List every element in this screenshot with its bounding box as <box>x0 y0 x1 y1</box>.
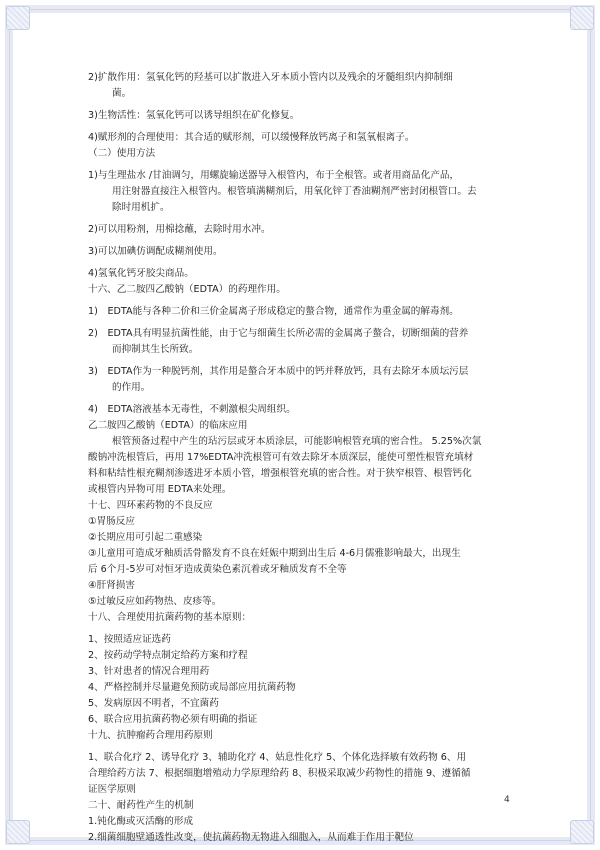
text-line: 根管预备过程中产生的玷污层或牙本质涂层，可能影响根管充填的密合性。 5.25%次氯 <box>112 436 482 447</box>
text-line: 3) EDTA作为一种脱钙剂，其作用是螯合牙本质中的钙并释放钙，具有去除牙本质坛污层 <box>88 366 469 377</box>
corner-ornament <box>6 6 30 30</box>
section-heading: 十九、抗肿瘤药合理用药原则 <box>88 730 213 741</box>
text-line: ⑤过敏反应如药物热、皮疹等。 <box>88 596 222 607</box>
text-line: 2) EDTA具有明显抗菌性能，由于它与细菌生长所必需的金属离子螯合，切断细菌的营养 <box>88 328 469 339</box>
section-heading: （二）使用方法 <box>88 148 156 159</box>
text-line: 5、发病原因不明者，不宜菌药 <box>88 698 219 709</box>
corner-ornament <box>6 820 30 844</box>
text-line: 4)赋形剂的合理使用：其合适的赋形剂，可以缓慢释放钙离子和氢氧根离子。 <box>88 132 415 143</box>
text-line: 1.钝化酶或灭活酶的形成 <box>88 816 194 827</box>
text-line: 菌。 <box>112 88 132 99</box>
text-line: 1)与生理盐水 /甘油调匀，用螺旋输送器导入根管内，布于全根管。或者用商品化产品， <box>88 170 460 181</box>
text-line: 2.细菌细胞壁通透性改变，使抗菌药物无物进入细胞入，从而难于作用于靶位 <box>88 832 414 843</box>
text-line: 6、联合应用抗菌药物必须有明确的指证 <box>88 714 258 725</box>
text-line: 的作用。 <box>112 382 151 393</box>
text-line: ②长期应用可引起二重感染 <box>88 532 203 543</box>
text-line: ①胃肠反应 <box>88 516 135 527</box>
text-line: 3)可以加碘仿调配成糊剂使用。 <box>88 246 223 257</box>
text-line: 2)可以用粉剂，用棉捻蘸，去除时用水冲。 <box>88 224 271 235</box>
text-line: 4、严格控制并尽量避免预防或局部应用抗菌药物 <box>88 682 296 693</box>
text-line: 除时用机扩。 <box>112 202 170 213</box>
text-line: 1、联合化疗 2、诱导化疗 3、辅助化疗 4、姑息性化疗 5、个体化选择敏有效药物 6、用 <box>88 752 467 763</box>
section-heading: 乙二胺四乙酸钠（EDTA）的临床应用 <box>88 420 248 431</box>
text-line: 合理给药方法 7、根据细胞增殖动力学原理给药 8、积极采取减少药物性的措施 9、遵循循 <box>88 768 471 779</box>
text-line: 3)生物活性：氢氧化钙可以诱导组织在矿化修复。 <box>88 110 300 121</box>
text-line: 1、按照适应证选药 <box>88 634 171 645</box>
corner-ornament <box>570 820 594 844</box>
text-line: 料和粘结性根充糊剂渗透进牙本质小管，增强根管充填的密合性。对于狭窄根管、根管钙化 <box>88 468 472 479</box>
corner-ornament <box>570 6 594 30</box>
text-line: 4) EDTA溶液基本无毒性，不刺激根尖周组织。 <box>88 404 296 415</box>
section-heading: 十六、乙二胺四乙酸钠（EDTA）的药理作用。 <box>88 284 286 295</box>
document-body <box>88 70 508 846</box>
text-line: 证医学原则 <box>88 784 136 795</box>
text-line: 3、针对患者的情况合理用药 <box>88 666 210 677</box>
page-number: 4 <box>504 795 510 805</box>
section-heading: 二十、耐药性产生的机制 <box>88 800 194 811</box>
text-line: 4)氢氧化钙牙胶尖商品。 <box>88 268 194 279</box>
text-line: 后 6个月-5岁可对恒牙造成黄染色素沉着或牙釉质发育不全等 <box>88 564 347 575</box>
text-line: ④肝肾损害 <box>88 580 135 591</box>
text-line: 用注射器直接注入根管内。根管填满糊剂后，用氧化锌丁香油糊剂严密封闭根管口。去 <box>112 186 477 197</box>
text-line: 2、按药动学特点制定给药方案和疗程 <box>88 650 248 661</box>
text-line: 1) EDTA能与各种二价和三价金属离子形成稳定的螯合物，通常作为重金属的解毒剂。 <box>88 306 459 317</box>
text-line: 2)扩散作用：氢氧化钙的羟基可以扩散进入牙本质小管内以及残余的牙髓组织内抑制细 <box>88 72 453 83</box>
section-heading: 十八、合理使用抗菌药物的基本原则： <box>88 612 252 623</box>
text-line: 而抑制其生长所致。 <box>112 344 199 355</box>
section-heading: 十七、四环素药物的不良反应 <box>88 500 213 511</box>
text-line: 酸钠冲洗根管后，再用 17%EDTA冲洗根管可有效去除牙本质深层，能使可塑性根管充填材 <box>88 452 474 463</box>
text-line: 或根管内异物可用 EDTA来处理。 <box>88 484 232 495</box>
text-line: ③儿童用可造成牙釉质活骨骼发育不良在妊娠中期到出生后 4-6月儒雅影响最大，出现生 <box>88 548 461 559</box>
